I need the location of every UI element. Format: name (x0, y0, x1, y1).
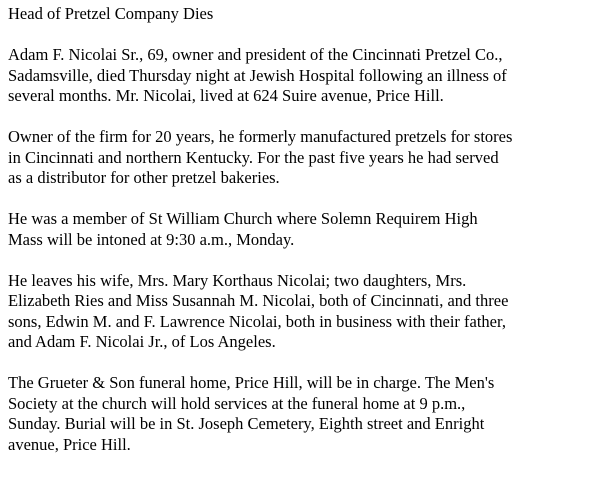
paragraph-line: Adam F. Nicolai Sr., 69, owner and president of the Cincinnati Pretzel Co., (8, 45, 503, 64)
paragraph-line: as a distributor for other pretzel bakeries. (8, 168, 280, 187)
paragraph-line: Society at the church will hold services at the funeral home at 9 p.m., (8, 393, 466, 413)
paragraph-line: He leaves his wife, Mrs. Mary Korthaus Nicolai; two daughters, Mrs. (8, 270, 467, 290)
paragraph-line: Sunday. Burial will be in St. Joseph Cemetery, Eighth street and Enright (8, 414, 485, 433)
paragraph-church (8, 209, 600, 250)
paragraph-line: The Grueter & Son funeral home, Price Hill, will be in charge. The Men's (8, 373, 495, 392)
paragraph-line: in Cincinnati and northern Kentucky. For the past five years he had served (8, 147, 499, 167)
paragraph-line: He was a member of St William Church where Solemn Requirem High (8, 209, 478, 228)
paragraph-career (8, 127, 600, 189)
paragraph-line: sons, Edwin M. and F. Lawrence Nicolai, both in business with their father, (8, 311, 506, 331)
paragraph-survivors (8, 271, 600, 353)
document-body (8, 4, 600, 476)
paragraph-obituary-intro (8, 45, 600, 107)
paragraph-line: Mass will be intoned at 9:30 a.m., Monday. (8, 229, 295, 249)
paragraph-line: Sadamsville, died Thursday night at Jewish Hospital following an illness of (8, 65, 507, 85)
paragraph-line: avenue, Price Hill. (8, 434, 131, 454)
paragraph-line: Elizabeth Ries and Miss Susannah M. Nicolai, both of Cincinnati, and three (8, 291, 509, 310)
paragraph-line: and Adam F. Nicolai Jr., of Los Angeles. (8, 332, 276, 351)
article-headline: Head of Pretzel Company Dies (8, 4, 214, 23)
paragraph-funeral-arrangements (8, 373, 600, 455)
paragraph-line: several months. Mr. Nicolai, lived at 624 Suire avenue, Price Hill. (8, 86, 444, 105)
paragraph-line: Owner of the firm for 20 years, he formerly manufactured pretzels for stores (8, 127, 513, 146)
